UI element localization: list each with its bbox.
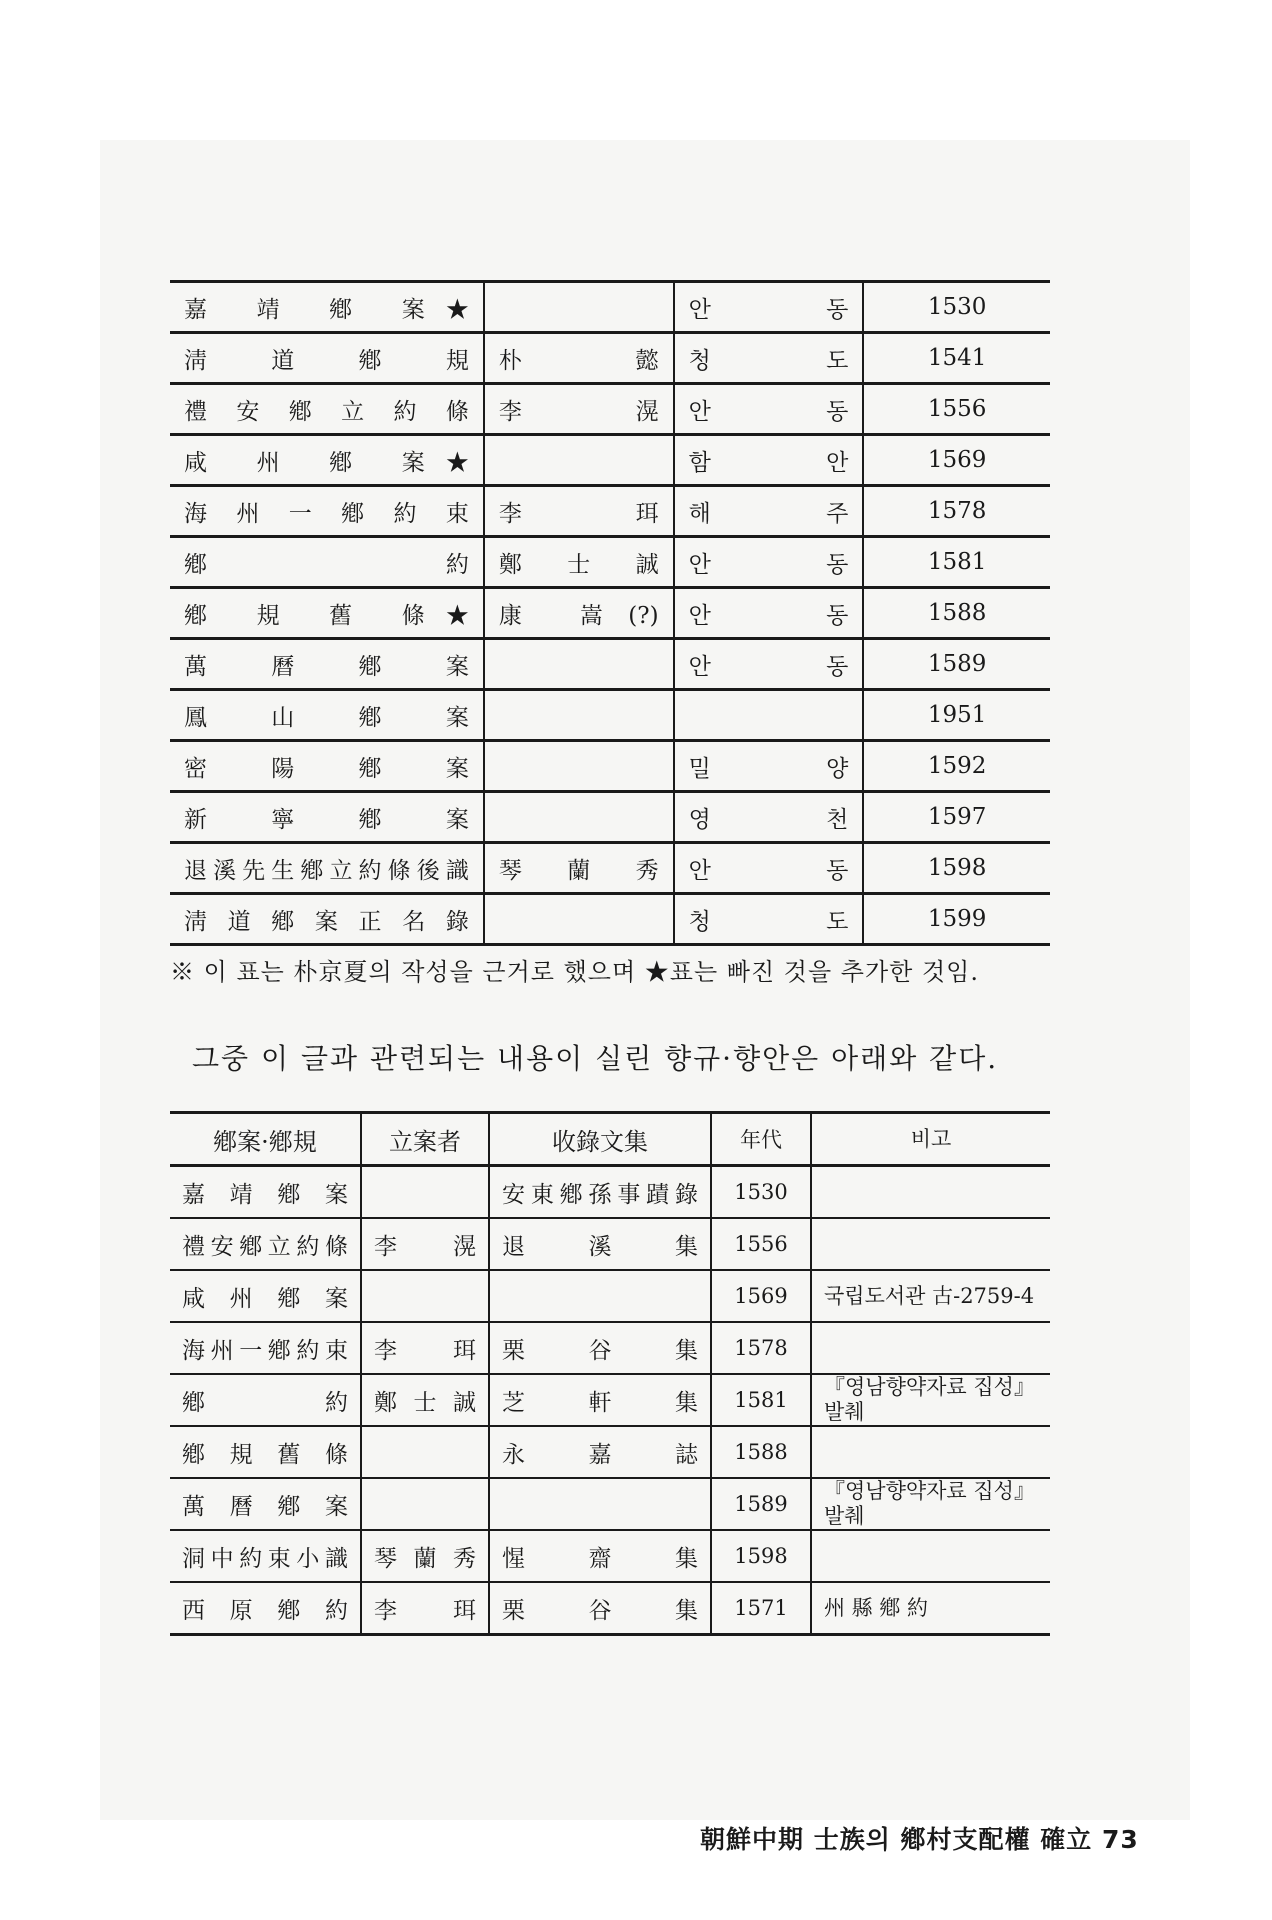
page-footer: 朝鮮中期 士族의 鄕村支配權 確立 73 [700,1825,1139,1854]
header-remark: 비고 [811,1113,1050,1166]
row-title: 嘉 靖 鄕 案 [170,1166,361,1219]
row-title: 嘉 靖 鄕 案★ [170,282,484,333]
table-row [170,384,1050,435]
row-year: 1589 [711,1478,811,1530]
header-title: 鄕案·鄕規 [170,1113,361,1166]
row-title: 西 原 鄕 約 [170,1582,361,1635]
row-year: 1571 [711,1582,811,1635]
table-row [170,486,1050,537]
row-author: 李 滉 [484,384,674,435]
row-place: 청 도 [674,333,864,384]
table-row [170,333,1050,384]
row-author: 鄭士誠 [361,1374,489,1426]
row-author [361,1426,489,1478]
row-author: 鄭 士 誠 [484,537,674,588]
row-place [674,690,864,741]
row-place: 함 안 [674,435,864,486]
row-remark: 『영남향약자료 집성』발췌 [811,1374,1050,1426]
row-title: 海州一鄕約束 [170,486,484,537]
row-title: 洞中約束小識 [170,1530,361,1582]
table-note: ※ 이 표는 朴京夏의 작성을 근거로 했으며 ★표는 빠진 것을 추가한 것임. [170,958,979,986]
row-year: 1556 [711,1218,811,1270]
row-year: 1569 [711,1270,811,1322]
table-row [170,1270,1050,1322]
row-author: 李 珥 [361,1322,489,1374]
row-remark: 국립도서관 古-2759-4 [811,1270,1050,1322]
row-year: 1598 [863,843,1050,894]
row-remark [811,1218,1050,1270]
row-year: 1951 [863,690,1050,741]
header-author: 立案者 [361,1113,489,1166]
table-row [170,537,1050,588]
table-row [170,792,1050,843]
table-row [170,1374,1050,1426]
row-remark [811,1530,1050,1582]
row-place: 안 동 [674,639,864,690]
row-year: 1569 [863,435,1050,486]
row-remark [811,1426,1050,1478]
row-source: 芝 軒 集 [489,1374,711,1426]
table-row [170,639,1050,690]
table-row [170,1426,1050,1478]
table-row [170,741,1050,792]
table-row [170,1166,1050,1219]
row-year: 1530 [863,282,1050,333]
row-year: 1581 [711,1374,811,1426]
row-author: 李 滉 [361,1218,489,1270]
row-year: 1530 [711,1166,811,1219]
row-author: 李 珥 [361,1582,489,1635]
row-source: 栗 谷 集 [489,1582,711,1635]
row-place: 청 도 [674,894,864,945]
row-year: 1589 [863,639,1050,690]
row-place: 안 동 [674,282,864,333]
row-year: 1541 [863,333,1050,384]
row-place: 안 동 [674,843,864,894]
table-header-row [170,1113,1050,1166]
row-source: 惺 齋 集 [489,1530,711,1582]
table-row [170,690,1050,741]
row-title: 淸道鄕案正名錄 [170,894,484,945]
row-place: 안 동 [674,588,864,639]
row-year: 1588 [711,1426,811,1478]
row-remark: 『영남향약자료 집성』발췌 [811,1478,1050,1530]
row-remark [811,1322,1050,1374]
row-author [484,690,674,741]
row-author [484,435,674,486]
row-year: 1598 [711,1530,811,1582]
row-title: 鄕 約 [170,1374,361,1426]
row-title: 鄕 規 舊 條 [170,1426,361,1478]
row-author [484,792,674,843]
related-hyanggyu-table [170,1111,1050,1636]
row-year: 1588 [863,588,1050,639]
row-title: 海州一鄕約束 [170,1322,361,1374]
row-title: 鳳 山 鄕 案 [170,690,484,741]
table-row [170,282,1050,333]
row-place: 안 동 [674,537,864,588]
header-year: 年代 [711,1113,811,1166]
row-title: 退溪先生鄕立約條後識 [170,843,484,894]
row-title: 淸 道 鄕 規 [170,333,484,384]
table-row [170,894,1050,945]
body-paragraph: 그중 이 글과 관련되는 내용이 실린 향규·향안은 아래와 같다. [192,1042,999,1075]
table-row [170,1218,1050,1270]
row-source: 栗 谷 集 [489,1322,711,1374]
row-place: 해 주 [674,486,864,537]
row-source: 安東鄕孫事蹟錄 [489,1166,711,1219]
row-title: 咸 州 鄕 案 [170,1270,361,1322]
row-source: 退 溪 集 [489,1218,711,1270]
row-year: 1578 [711,1322,811,1374]
row-title: 禮安鄕立約條 [170,384,484,435]
row-remark [811,1166,1050,1219]
row-year: 1578 [863,486,1050,537]
row-source: 永 嘉 誌 [489,1426,711,1478]
row-source [489,1270,711,1322]
row-year: 1581 [863,537,1050,588]
table-row [170,1530,1050,1582]
row-author [361,1166,489,1219]
row-place: 밀 양 [674,741,864,792]
row-remark: 州 縣 鄕 約 [811,1582,1050,1635]
row-title: 新 寧 鄕 案 [170,792,484,843]
row-title: 密 陽 鄕 案 [170,741,484,792]
row-title: 萬 曆 鄕 案 [170,1478,361,1530]
row-author [484,741,674,792]
row-source [489,1478,711,1530]
header-source: 收錄文集 [489,1113,711,1166]
row-author: 李 珥 [484,486,674,537]
row-year: 1592 [863,741,1050,792]
row-title: 咸 州 鄕 案★ [170,435,484,486]
hyanggyu-list-table [170,280,1050,946]
row-author: 康 嵩(?) [484,588,674,639]
table-row [170,588,1050,639]
table-row [170,435,1050,486]
table-row [170,1478,1050,1530]
row-author [361,1270,489,1322]
row-place: 안 동 [674,384,864,435]
row-title: 禮安鄕立約條 [170,1218,361,1270]
row-year: 1597 [863,792,1050,843]
row-title: 鄕 約 [170,537,484,588]
page-content [170,280,1050,1636]
row-title: 萬 曆 鄕 案 [170,639,484,690]
row-year: 1556 [863,384,1050,435]
row-author: 琴 蘭 秀 [484,843,674,894]
row-author: 朴 懿 [484,333,674,384]
table-row [170,1582,1050,1635]
row-place: 영 천 [674,792,864,843]
row-title: 鄕 規 舊 條★ [170,588,484,639]
row-author [361,1478,489,1530]
row-author [484,282,674,333]
row-year: 1599 [863,894,1050,945]
row-author: 琴蘭秀 [361,1530,489,1582]
row-author [484,639,674,690]
table-row [170,843,1050,894]
row-author [484,894,674,945]
page [100,140,1190,1854]
table-row [170,1322,1050,1374]
